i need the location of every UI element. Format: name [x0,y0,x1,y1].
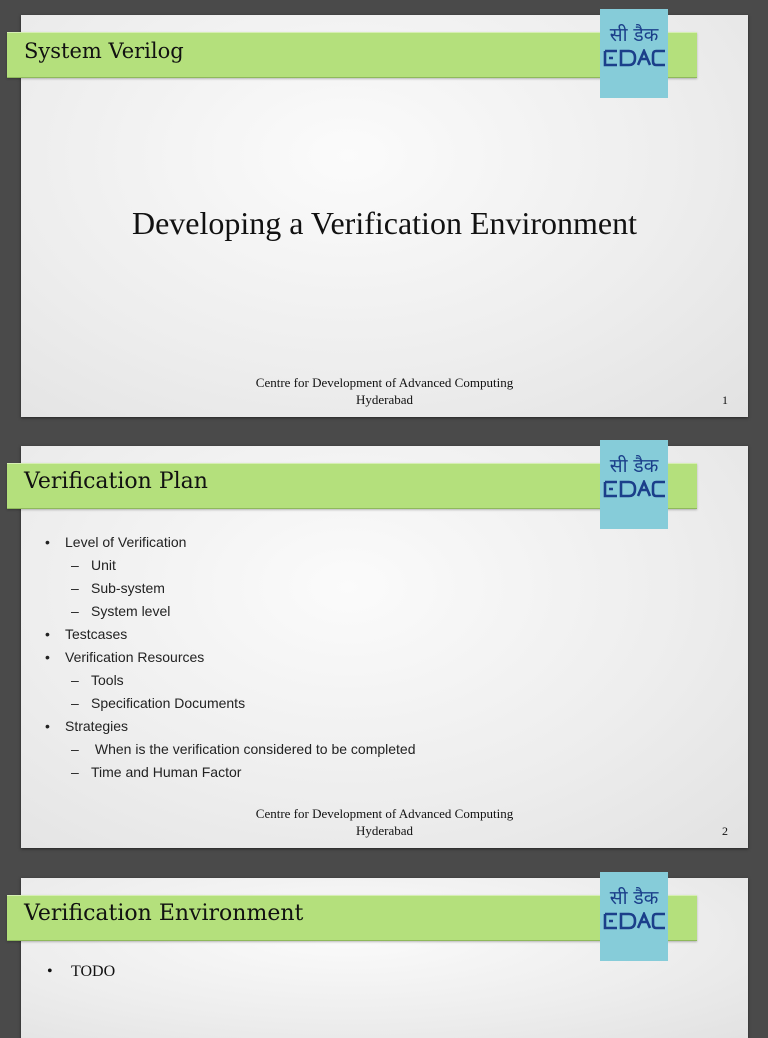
bullet-item: • Level of Verification [43,532,703,555]
slide-footer [21,374,748,408]
bullet-list [43,962,115,982]
slide-footer [21,805,748,839]
slide-title-bar [7,895,697,941]
sub-bullet-item: – System level [43,601,703,624]
cdac-logo [600,9,668,98]
slide-3 [21,878,748,1038]
bullet-item: • Strategies [43,716,703,739]
bullet-list [43,532,703,785]
logo-hindi-text: सी डैक [609,455,659,477]
logo-hindi-text: सी डैक [609,887,659,909]
sub-bullet-item: – Specification Documents [43,693,703,716]
sub-bullet-item: – Time and Human Factor [43,762,703,785]
slide-title-bar [7,32,697,78]
cdac-logo-icon [603,912,667,930]
bullet-item: • Verification Resources [43,647,703,670]
cdac-logo [600,440,668,529]
slide-2 [21,446,748,848]
bullet-item: • Testcases [43,624,703,647]
footer-line-1: Centre for Development of Advanced Computing [255,375,514,390]
logo-hindi-text: सी डैक [609,24,659,46]
page-number: 1 [722,393,728,407]
cdac-logo-icon [603,49,667,67]
bullet-item: • TODO [43,962,115,982]
footer-line-2: Hyderabad [355,392,414,407]
slide-title: System Verilog [24,39,184,63]
page-number: 2 [722,824,728,838]
slide-title-bar [7,463,697,509]
cdac-logo [600,872,668,961]
slide-title: Verification Plan [24,469,208,494]
cdac-logo-icon [603,480,667,498]
sub-bullet-item: – Tools [43,670,703,693]
sub-bullet-item: – When is the verification considered to be completed [43,739,703,762]
slide-1 [21,15,748,417]
footer-line-1: Centre for Development of Advanced Computing [255,806,514,821]
slide-heading: Developing a Verification Environment [131,205,638,241]
sub-bullet-item: – Sub-system [43,578,703,601]
slide-title: Verification Environment [24,901,304,926]
footer-line-2: Hyderabad [355,823,414,838]
sub-bullet-item: – Unit [43,555,703,578]
